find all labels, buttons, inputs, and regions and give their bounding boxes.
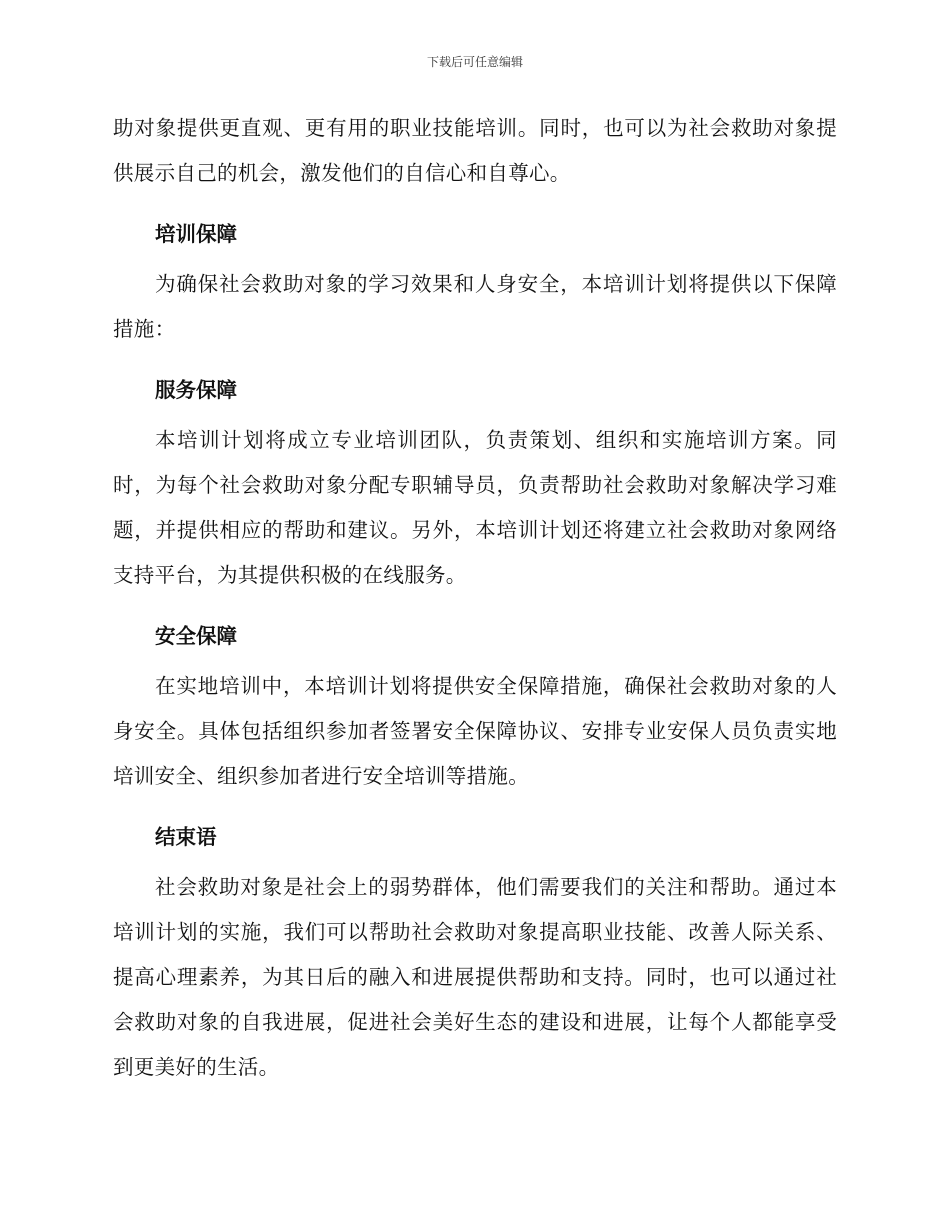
conclusion-paragraph: 社会救助对象是社会上的弱势群体，他们需要我们的关注和帮助。通过本培训计划的实施，我们可以帮助社会救助对象提高职业技能、改善人际关系、提高心理素养，为其日后的融入和进展提供帮助和支持。同时，也可以通过社会救助对象的自我进展，促进社会美好生态的建设和进展，让每个人都能享受到更美好的生活。 [113, 875, 837, 1079]
service-guarantee-heading: 服务保障 [155, 378, 237, 402]
document-body [113, 106, 837, 1090]
training-guarantee-paragraph: 为确保社会救助对象的学习效果和人身安全，本培训计划将提供以下保障措施： [113, 272, 837, 341]
intro-continued-paragraph: 助对象提供更直观、更有用的职业技能培训。同时，也可以为社会救助对象提供展示自己的机会，激发他们的自信心和自尊心。 [113, 116, 837, 185]
conclusion-heading: 结束语 [155, 825, 217, 849]
service-guarantee-paragraph: 本培训计划将成立专业培训团队，负责策划、组织和实施培训方案。同时，为每个社会救助对象分配专职辅导员，负责帮助社会救助对象解决学习难题，并提供相应的帮助和建议。另外，本培训计划还将建立社会救助对象网络支持平台，为其提供积极的在线服务。 [113, 428, 837, 587]
safety-guarantee-paragraph: 在实地培训中，本培训计划将提供安全保障措施，确保社会救助对象的人身安全。具体包括组织参加者签署安全保障协议、安排专业安保人员负责实地培训安全、组织参加者进行安全培训等措施。 [113, 674, 837, 788]
safety-guarantee-heading: 安全保障 [155, 624, 237, 648]
page-header: 下载后可任意编辑 [426, 55, 523, 69]
training-guarantee-heading: 培训保障 [155, 222, 237, 246]
